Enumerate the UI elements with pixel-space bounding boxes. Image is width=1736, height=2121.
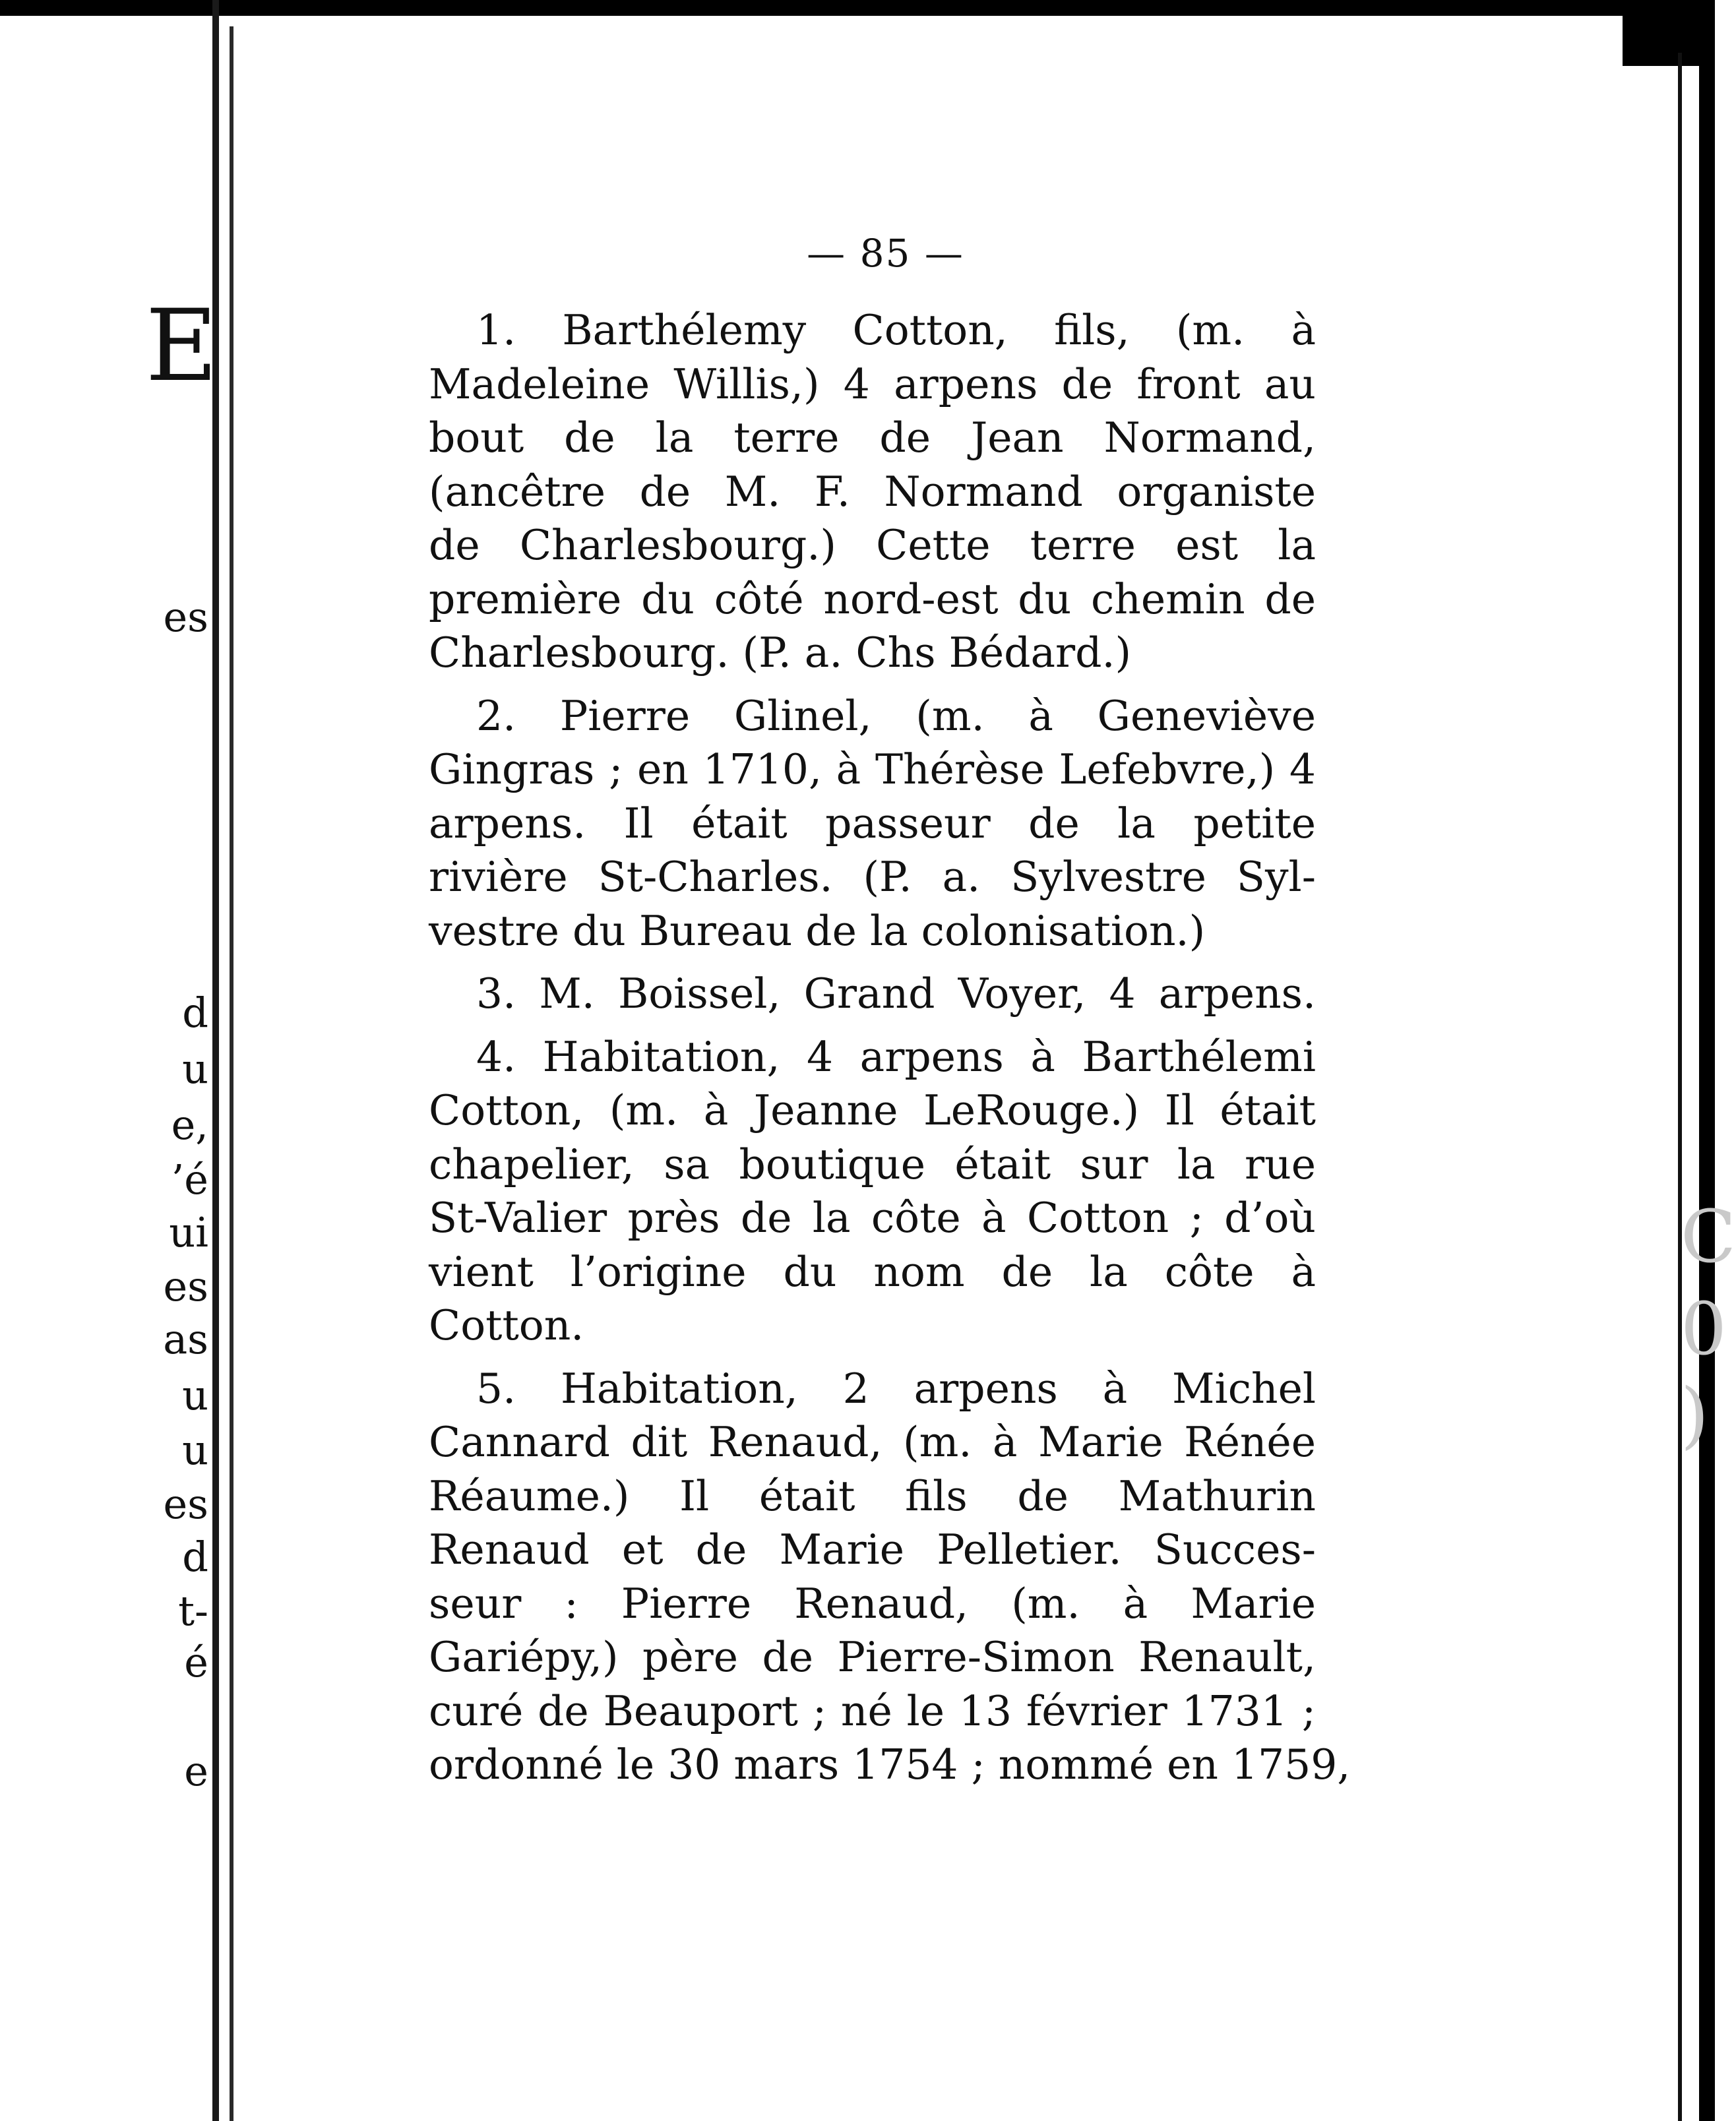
facing-page-fragment (0, 0, 218, 2121)
left-fragment: d (182, 989, 208, 1037)
left-fragment: es (163, 593, 208, 641)
entry-5 (429, 1362, 1351, 1792)
text-line: arpens. Il était passeur de la petite (429, 799, 1316, 847)
page-body (429, 231, 1351, 1792)
text-line: curé de Beauport ; né le 13 février 1731 ; (429, 1686, 1316, 1735)
text-line: Gariépy,) père de Pierre-Simon Renault, (429, 1633, 1316, 1681)
text-line: seur : Pierre Renaud, (m. à Marie (429, 1579, 1316, 1628)
text-line: de Charlesbourg.) Cette terre est la (429, 521, 1316, 569)
text-line: (ancêtre de M. F. Normand organiste (429, 467, 1316, 516)
page-number: — 85 — (807, 231, 964, 276)
left-fragment: E (145, 289, 218, 404)
left-fragment: d (182, 1533, 208, 1581)
text-line: Gingras ; en 1710, à Thérèse Lefebvre,) 4 (429, 745, 1316, 793)
right-edge-fragment: ) (1681, 1372, 1709, 1457)
entry-1 (429, 303, 1316, 680)
text-line: vient l’origine du nom de la côte à (429, 1247, 1316, 1296)
left-fragment: e (184, 1747, 208, 1795)
left-fragment: ui (169, 1208, 208, 1256)
text-line: première du côté nord-est du chemin de (429, 574, 1316, 623)
right-edge-fragment: 0 (1681, 1287, 1727, 1371)
text-line: Réaume.) Il était fils de Mathurin (429, 1471, 1316, 1520)
left-fragment: u (182, 1426, 208, 1474)
left-fragment: es (163, 1480, 208, 1528)
text-line: ordonné le 30 mars 1754 ; nommé en 1759, (429, 1740, 1351, 1789)
right-edge-fragment: C (1681, 1194, 1736, 1279)
left-fragment: es (163, 1262, 208, 1310)
text-line: Cotton, (m. à Jeanne LeRouge.) Il était (429, 1086, 1316, 1134)
text-line: rivière St-Charles. (P. a. Sylvestre Syl- (429, 853, 1316, 901)
text-line: St-Valier près de la côte à Cotton ; d’où (429, 1194, 1316, 1242)
text-line: Madeleine Willis,) 4 arpens de front au (429, 359, 1316, 408)
text-line: bout de la terre de Jean Normand, (429, 414, 1316, 462)
left-fragment: as (163, 1315, 208, 1363)
left-fragment: é (184, 1638, 208, 1686)
book-gutter-line-inner (230, 26, 233, 2121)
text-line: 5. Habitation, 2 arpens à Michel (476, 1364, 1316, 1413)
entry-4 (429, 1030, 1316, 1353)
scan-border-right (1699, 0, 1715, 2121)
text-line: Renaud et de Marie Pelletier. Succes- (429, 1525, 1316, 1574)
entry-3 (429, 967, 1316, 1021)
left-fragment: u (182, 1045, 208, 1093)
text-line: 4. Habitation, 4 arpens à Barthélemi (476, 1032, 1316, 1081)
text-line: 3. M. Boissel, Grand Voyer, 4 arpens. (476, 969, 1316, 1018)
text-line: Cannard dit Renaud, (m. à Marie Rénée (429, 1418, 1316, 1466)
scan-border-top (0, 0, 1715, 16)
left-fragment: e, (171, 1101, 208, 1149)
text-line: Charlesbourg. (P. a. Chs Bédard.) (429, 629, 1132, 677)
left-fragment: u (182, 1371, 208, 1419)
entry-2 (429, 689, 1316, 958)
text-line: vestre du Bureau de la colonisation.) (429, 906, 1206, 955)
left-fragment: ’é (171, 1155, 208, 1204)
text-line: Cotton. (429, 1301, 584, 1349)
left-fragment: t- (178, 1587, 208, 1635)
text-line: 1. Barthélemy Cotton, fils, (m. à (476, 306, 1316, 354)
text-line: chapelier, sa boutique était sur la rue (429, 1140, 1316, 1188)
page-edge-line-right (1678, 53, 1682, 2121)
text-line: 2. Pierre Glinel, (m. à Geneviève (476, 691, 1316, 740)
